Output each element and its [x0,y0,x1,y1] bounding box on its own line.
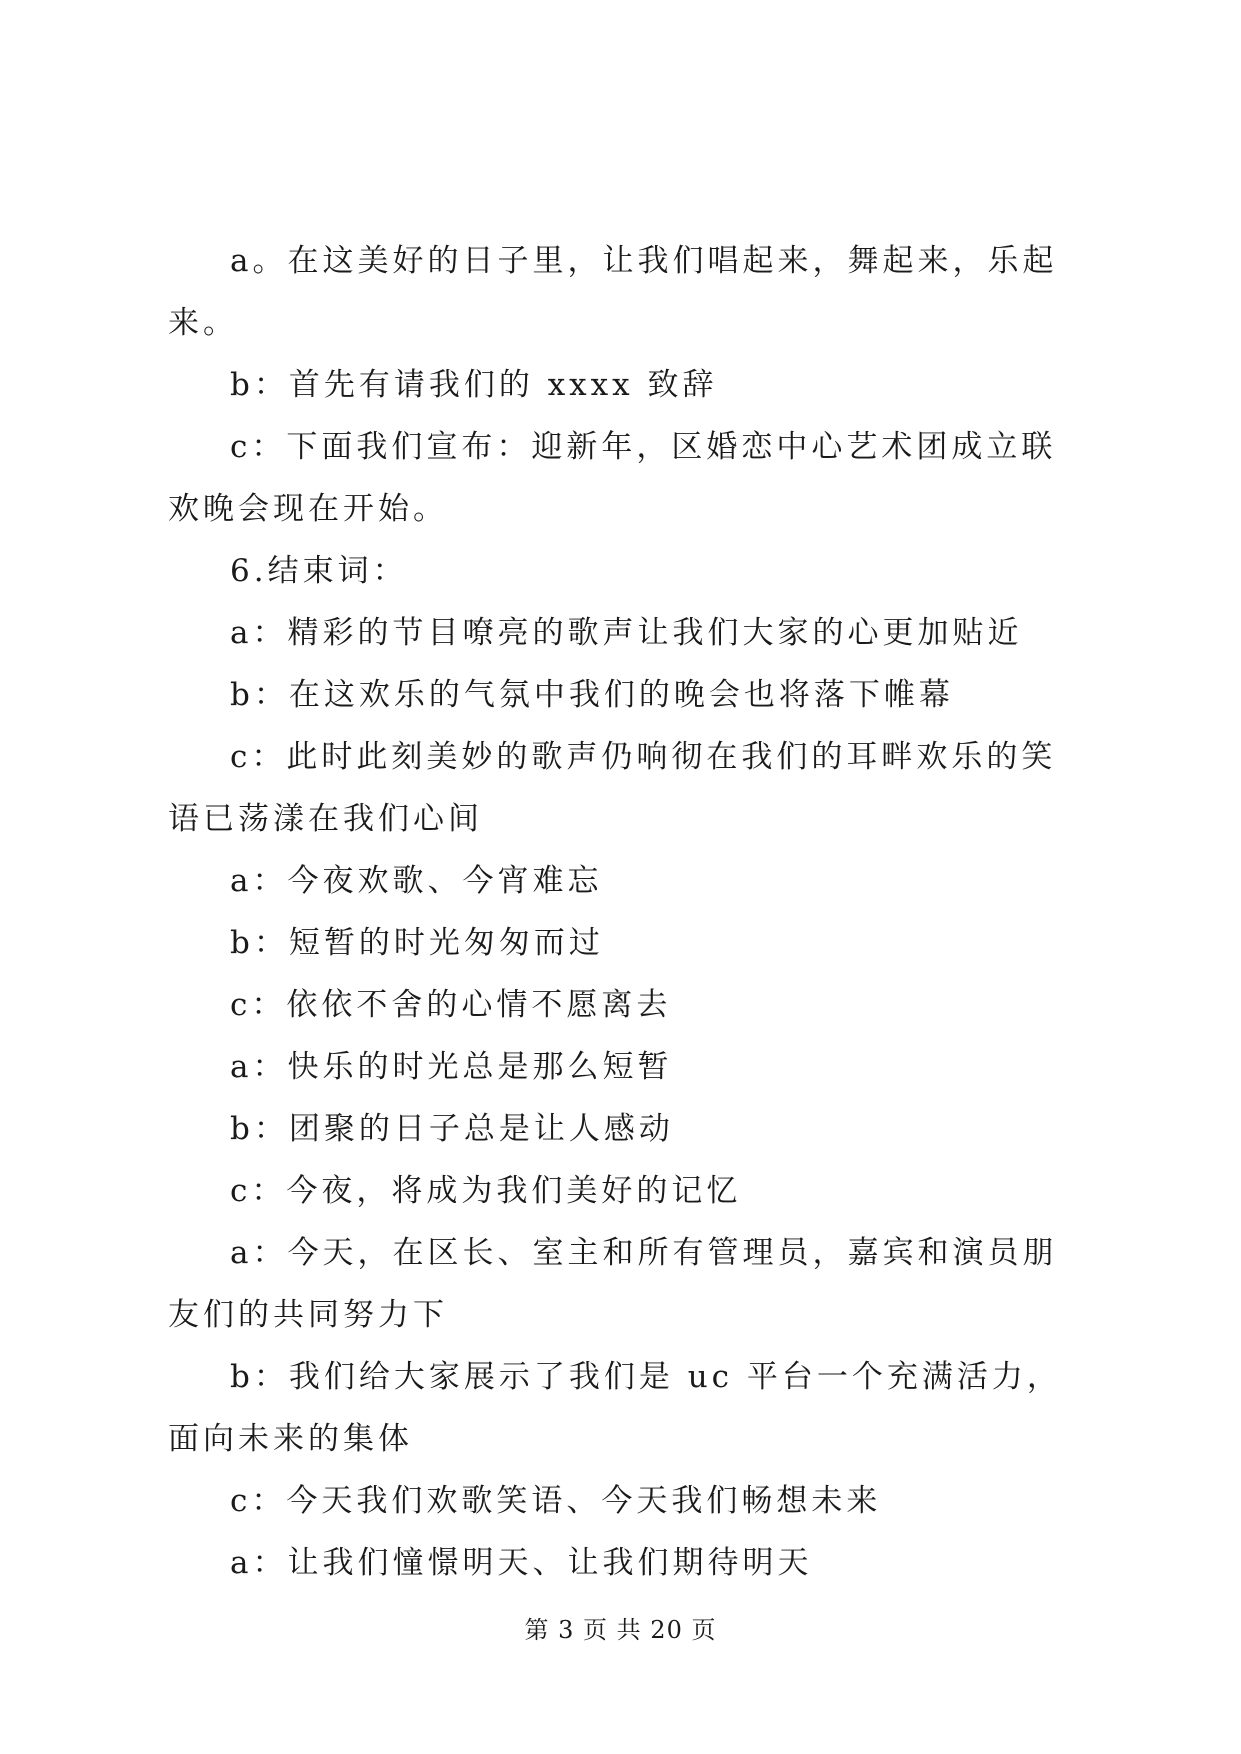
paragraph: c：此时此刻美妙的歌声仍响彻在我们的耳畔欢乐的笑语已荡漾在我们心间 [168,739,1057,837]
document-body [168,230,1080,1594]
paragraph: c：今天我们欢歌笑语、今天我们畅想未来 [230,1483,882,1519]
paragraph: b：首先有请我们的 xxxx 致辞 [230,367,718,403]
paragraph: a：快乐的时光总是那么短暂 [230,1049,673,1085]
paragraph: b：团聚的日子总是让人感动 [230,1111,674,1147]
paragraph: b：我们给大家展示了我们是 uc 平台一个充满活力，面向未来的集体 [168,1359,1062,1457]
paragraph: b：短暂的时光匆匆而过 [230,925,604,961]
paragraph: b：在这欢乐的气氛中我们的晚会也将落下帷幕 [230,677,954,713]
paragraph: c：今夜，将成为我们美好的记忆 [230,1173,742,1209]
paragraph: a：今天，在区长、室主和所有管理员，嘉宾和演员朋友们的共同努力下 [168,1235,1058,1333]
paragraph: c：依依不舍的心情不愿离去 [230,987,672,1023]
paragraph: a：今夜欢歌、今宵难忘 [230,863,603,899]
section-heading: 6.结束词： [230,553,408,589]
paragraph: c：下面我们宣布：迎新年，区婚恋中心艺术团成立联欢晚会现在开始。 [168,429,1057,527]
paragraph: a：精彩的节目嘹亮的歌声让我们大家的心更加贴近 [230,615,1023,651]
page-number-footer: 第 3 页 共 20 页 [524,1616,717,1644]
paragraph: a：让我们憧憬明天、让我们期待明天 [230,1545,813,1581]
paragraph: a。在这美好的日子里，让我们唱起来，舞起来，乐起来。 [168,243,1058,341]
